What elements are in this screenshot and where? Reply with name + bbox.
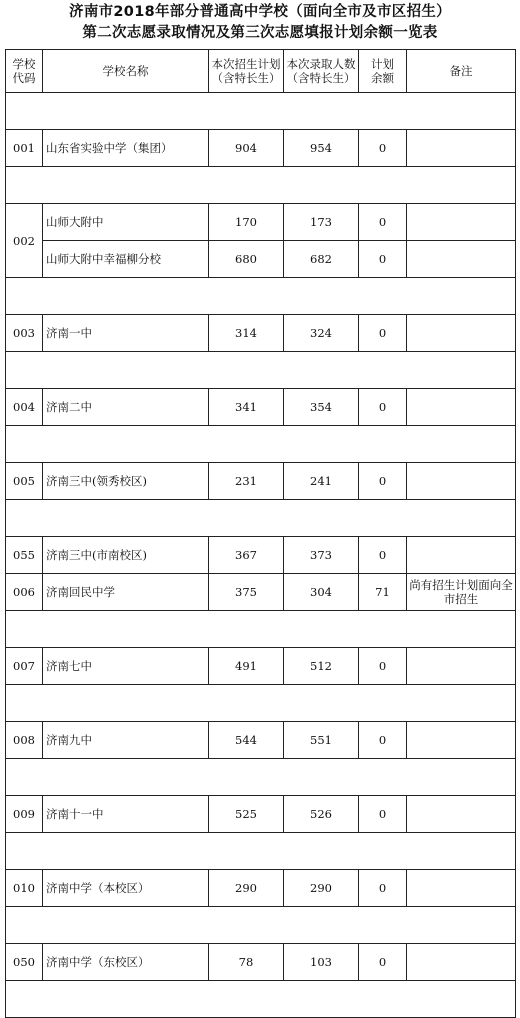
header-plan: 本次招生计划 （含特长生） (209, 50, 284, 93)
cell-note: 尚有招生计划面向全市招生 (407, 574, 516, 611)
cell-plan: 231 (209, 463, 284, 500)
cell-plan: 170 (209, 204, 284, 241)
cell-plan: 367 (209, 537, 284, 574)
cell-remaining: 0 (359, 315, 407, 352)
table-row (6, 204, 516, 241)
cell-note (407, 648, 516, 685)
cell-plan: 290 (209, 870, 284, 907)
table-row (6, 648, 516, 685)
header-code: 学校 代码 (6, 50, 43, 93)
table-row (6, 944, 516, 981)
cell-admitted: 954 (284, 130, 359, 167)
cell-name: 济南中学（东校区） (43, 944, 209, 981)
cell-remaining: 0 (359, 389, 407, 426)
cell-name: 山东省实验中学（集团） (43, 130, 209, 167)
cell-remaining: 71 (359, 574, 407, 611)
cell-code: 050 (6, 944, 43, 981)
cell-note (407, 389, 516, 426)
cell-admitted: 304 (284, 574, 359, 611)
cell-admitted: 682 (284, 241, 359, 278)
table-row (6, 574, 516, 611)
title-line-1: 济南市2018年部分普通高中学校（面向全市及市区招生） (69, 4, 451, 20)
table-row (6, 796, 516, 833)
cell-name: 济南九中 (43, 722, 209, 759)
cell-code: 009 (6, 796, 43, 833)
cell-name: 济南三中(领秀校区) (43, 463, 209, 500)
header-note: 备注 (407, 50, 516, 93)
cell-plan: 341 (209, 389, 284, 426)
cell-remaining: 0 (359, 241, 407, 278)
cell-plan: 680 (209, 241, 284, 278)
table-header-row (6, 50, 516, 93)
cell-note (407, 944, 516, 981)
cell-name: 山师大附中幸福柳分校 (43, 241, 209, 278)
cell-note (407, 463, 516, 500)
cell-note (407, 722, 516, 759)
table-row (6, 870, 516, 907)
cell-name: 山师大附中 (43, 204, 209, 241)
cell-admitted: 290 (284, 870, 359, 907)
cell-code: 005 (6, 463, 43, 500)
cell-name: 济南七中 (43, 648, 209, 685)
cell-remaining: 0 (359, 204, 407, 241)
cell-code: 002 (6, 204, 43, 278)
cell-note (407, 315, 516, 352)
cell-plan: 544 (209, 722, 284, 759)
header-remaining: 计划 余额 (359, 50, 407, 93)
cell-admitted: 173 (284, 204, 359, 241)
cell-remaining: 0 (359, 870, 407, 907)
cell-admitted: 103 (284, 944, 359, 981)
cell-remaining: 0 (359, 944, 407, 981)
cell-remaining: 0 (359, 463, 407, 500)
cell-code: 007 (6, 648, 43, 685)
cell-name: 济南二中 (43, 389, 209, 426)
table-row (6, 315, 516, 352)
cell-plan: 78 (209, 944, 284, 981)
cell-code: 003 (6, 315, 43, 352)
cell-remaining: 0 (359, 796, 407, 833)
cell-admitted: 551 (284, 722, 359, 759)
cell-code: 055 (6, 537, 43, 574)
cell-admitted: 354 (284, 389, 359, 426)
cell-name: 济南三中(市南校区) (43, 537, 209, 574)
table-row (6, 463, 516, 500)
cell-plan: 525 (209, 796, 284, 833)
cell-plan: 314 (209, 315, 284, 352)
table-row (6, 130, 516, 167)
admission-table (5, 49, 516, 1018)
cell-admitted: 512 (284, 648, 359, 685)
table-row (6, 537, 516, 574)
table-row (6, 241, 516, 278)
cell-code: 004 (6, 389, 43, 426)
cell-note (407, 796, 516, 833)
cell-code: 010 (6, 870, 43, 907)
cell-name: 济南十一中 (43, 796, 209, 833)
cell-note (407, 130, 516, 167)
cell-plan: 375 (209, 574, 284, 611)
cell-note (407, 241, 516, 278)
cell-remaining: 0 (359, 537, 407, 574)
cell-remaining: 0 (359, 648, 407, 685)
cell-code: 006 (6, 574, 43, 611)
document-title (0, 2, 520, 44)
cell-code: 008 (6, 722, 43, 759)
cell-name: 济南回民中学 (43, 574, 209, 611)
table-row (6, 722, 516, 759)
cell-admitted: 526 (284, 796, 359, 833)
table-row (6, 389, 516, 426)
cell-admitted: 373 (284, 537, 359, 574)
cell-name: 济南中学（本校区） (43, 870, 209, 907)
cell-plan: 904 (209, 130, 284, 167)
cell-note (407, 204, 516, 241)
cell-note (407, 870, 516, 907)
header-name: 学校名称 (43, 50, 209, 93)
cell-note (407, 537, 516, 574)
title-line-2: 第二次志愿录取情况及第三次志愿填报计划余额一览表 (82, 25, 438, 41)
cell-plan: 491 (209, 648, 284, 685)
cell-admitted: 324 (284, 315, 359, 352)
cell-remaining: 0 (359, 722, 407, 759)
cell-code: 001 (6, 130, 43, 167)
cell-name: 济南一中 (43, 315, 209, 352)
cell-admitted: 241 (284, 463, 359, 500)
cell-remaining: 0 (359, 130, 407, 167)
header-admitted: 本次录取人数 （含特长生） (284, 50, 359, 93)
